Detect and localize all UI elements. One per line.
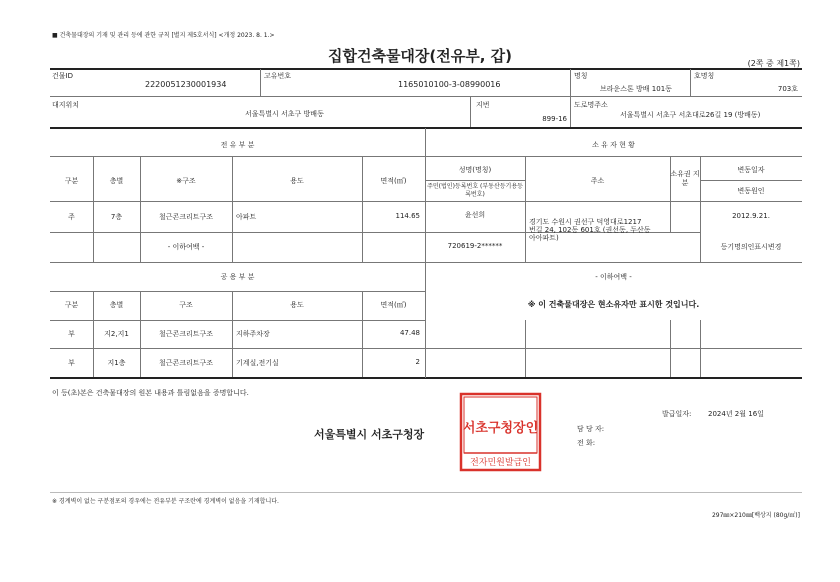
- owner-share-header: 소유권 지분: [670, 170, 700, 187]
- owner-section-title: 소 유 자 현 황: [592, 141, 635, 149]
- common-col-area-header: 면적(㎡): [380, 301, 407, 309]
- building-name: 브라운스톤 방배 101동: [600, 85, 672, 93]
- owner-name-header: 성명(명칭): [458, 166, 492, 174]
- change-reason: 등기명의인표시변경: [720, 243, 782, 251]
- owner-address: 경기도 수원시 권선구 덕영대로1217 번길 24, 102동 601호 (권선동, 두산동 아아파트): [529, 218, 651, 242]
- unique-no-label: 고유번호: [264, 72, 292, 80]
- common-col-use-header: 용도: [290, 301, 304, 309]
- unique-no: 1165010100-3-08990016: [398, 80, 501, 89]
- person-label: 담 당 자:: [577, 425, 605, 433]
- col-floor-header: 층별: [109, 177, 124, 185]
- exclusive-row-use: 아파트: [236, 213, 257, 221]
- col-structure-header: ※구조: [176, 177, 196, 185]
- change-reason-header: 변동원인: [737, 187, 765, 195]
- unit-label: 호명칭: [694, 72, 715, 80]
- common-row-floor: 지1층: [107, 359, 126, 367]
- form-note: ■ 건축물대장의 기재 및 관리 등에 관한 규칙 [별지 제5호서식] <개정 2023. 8. 1.>: [52, 32, 275, 39]
- common-col-structure-header: 구조: [179, 301, 193, 309]
- common-row-area: 47.48: [399, 329, 420, 337]
- footer-note: ※ 경계벽이 없는 구분점포의 경우에는 전유부분 구조란에 경계벽이 없음을 기재합니다.: [52, 498, 279, 505]
- lot-value: 899-16: [542, 115, 567, 123]
- seal-text: 서초구청장인: [462, 421, 539, 436]
- common-row-floor: 지2,지1: [104, 330, 129, 338]
- page-number: (2쪽 중 제1쪽): [747, 59, 800, 68]
- owner-id-header: 주민(법인)등록번호 (부동산등기용등록번호): [427, 183, 523, 198]
- common-row-type: 부: [68, 330, 75, 338]
- common-col-type-header: 구분: [64, 301, 79, 309]
- phone-label: 전 화:: [577, 439, 596, 447]
- change-date: 2012.9.21.: [732, 212, 770, 220]
- site-value: 서울특별시 서초구 방배동: [245, 110, 324, 118]
- unit-name: 703호: [777, 85, 798, 93]
- col-area-header: 면적(㎡): [380, 177, 407, 185]
- issuer-name: 서울특별시 서초구청장: [314, 428, 425, 441]
- site-label: 대지위치: [52, 101, 80, 109]
- common-row-use: 기계실,전기실: [236, 359, 279, 367]
- common-row-type: 부: [68, 359, 75, 367]
- owner-address-header: 주소: [590, 177, 605, 185]
- col-type-header: 구분: [64, 177, 79, 185]
- common-section-title: 공 용 부 분: [220, 273, 255, 281]
- common-row-area: 2: [415, 358, 420, 366]
- building-id: 2220051230001934: [145, 80, 227, 89]
- common-col-floor-header: 층별: [109, 301, 124, 309]
- col-use-header: 용도: [290, 177, 304, 185]
- common-row-structure: 철근콘크리트구조: [158, 359, 214, 367]
- certify-text: 이 등(초)본은 건축물대장의 원본 내용과 틀림없음을 증명합니다.: [52, 389, 249, 397]
- issue-date: 2024년 2월 16일: [708, 410, 764, 418]
- building-id-label: 건물ID: [52, 72, 73, 80]
- change-date-header: 변동일자: [737, 166, 765, 174]
- owner-blank: - 이하여백 -: [595, 273, 632, 281]
- owner-id: 720619-2******: [447, 242, 503, 250]
- lot-label: 지번: [476, 101, 490, 109]
- common-row-use: 지하주차장: [236, 330, 270, 338]
- paper-spec: 297㎜×210㎜[백상지 (80g/㎡)]: [711, 512, 800, 519]
- exclusive-section-title: 전 유 부 분: [220, 141, 255, 149]
- common-row-structure: 철근콘크리트구조: [158, 330, 214, 338]
- exclusive-row-type: 주: [68, 213, 75, 221]
- name-label: 명칭: [574, 72, 588, 80]
- road-value: 서울특별시 서초구 서초대로26길 19 (방배동): [620, 111, 761, 119]
- seal-bottom-text: 전자민원발급인: [470, 458, 531, 468]
- exclusive-row-floor: 7층: [110, 213, 123, 221]
- page-title: 집합건축물대장(전유부, 갑): [327, 47, 513, 65]
- exclusive-row-area: 114.65: [395, 212, 420, 220]
- owner-name: 윤선희: [464, 211, 486, 219]
- road-label: 도로명주소: [574, 101, 608, 109]
- issue-date-label: 발급일자:: [662, 410, 692, 418]
- exclusive-row-structure: 철근콘크리트구조: [158, 213, 214, 221]
- official-seal-stamp: [459, 392, 542, 472]
- owner-note: ※ 이 건축물대장은 현소유자만 표시한 것입니다.: [527, 300, 700, 309]
- exclusive-blank: - 이하여백 -: [167, 243, 205, 251]
